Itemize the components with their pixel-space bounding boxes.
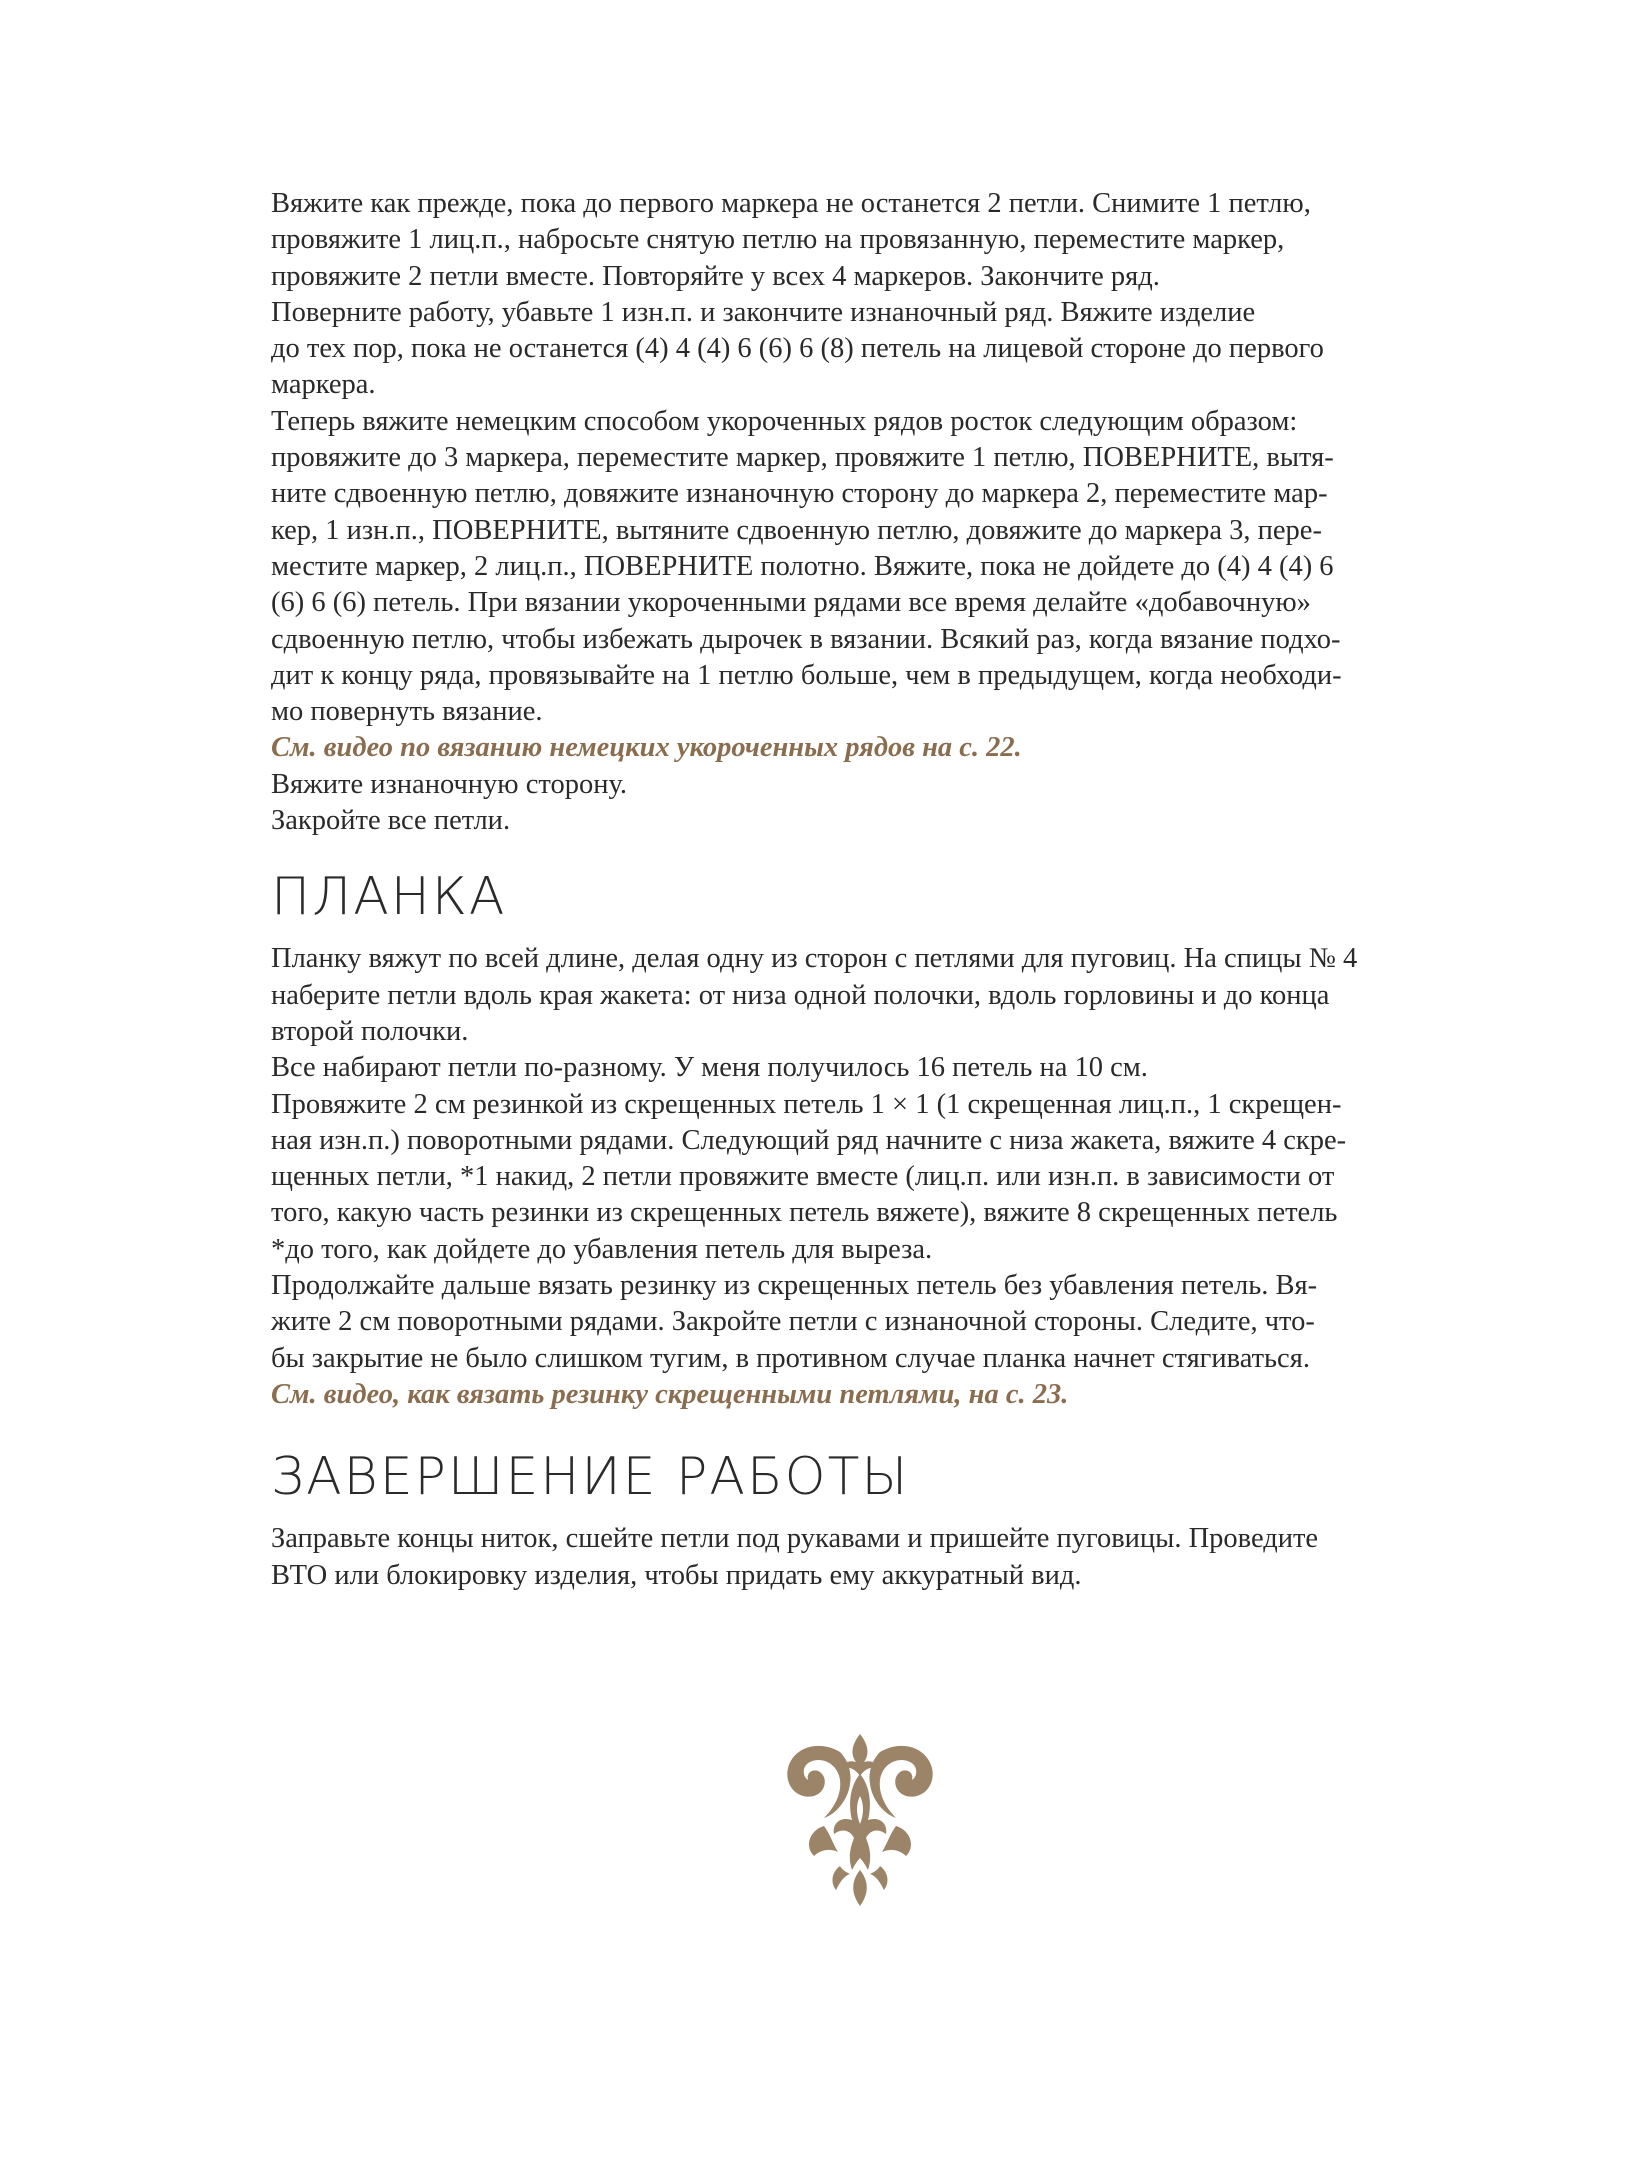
text-line: *до того, как дойдете до убавления петель для выреза.: [271, 1233, 933, 1265]
text-line: щенных петли, *1 накид, 2 петли провяжите вместе (лиц.п. или изн.п. в зависимости от: [271, 1161, 1335, 1193]
text-line: провяжите 1 лиц.п., набросьте снятую петлю на провязанную, переместите маркер,: [271, 224, 1285, 256]
video-reference-note: См. видео по вязанию немецких укороченных рядов на с. 22.: [271, 732, 1022, 764]
text-line: бы закрытие не было слишком тугим, в противном случае планка начнет стягиваться.: [271, 1342, 1310, 1374]
text-line: провяжите до 3 маркера, переместите маркер, провяжите 1 петлю, ПОВЕРНИТЕ, вытя-: [271, 442, 1334, 474]
text-line: наберите петли вдоль края жакета: от низа одной полочки, вдоль горловины и до конца: [271, 979, 1330, 1011]
text-line: Заправьте концы ниток, сшейте петли под рукавами и пришейте пуговицы. Проведите: [271, 1523, 1319, 1555]
text-line: местите маркер, 2 лиц.п., ПОВЕРНИТЕ полотно. Вяжите, пока не дойдете до (4) 4 (4) 6: [271, 550, 1334, 582]
text-line: до тех пор, пока не останется (4) 4 (4) 6 (6) 6 (8) петель на лицевой стороне до первого: [271, 333, 1324, 365]
text-line: Продолжайте дальше вязать резинку из скрещенных петель без убавления петель. Вя-: [271, 1270, 1318, 1302]
text-line: ная изн.п.) поворотными рядами. Следующий ряд начните с низа жакета, вяжите 4 скре-: [271, 1124, 1347, 1156]
section-gusset: [271, 186, 1446, 839]
text-line: Все набирают петли по-разному. У меня получилось 16 петель на 10 см.: [271, 1052, 1148, 1084]
text-line: (6) 6 (6) петель. При вязании укороченными рядами все время делайте «добавочную»: [271, 587, 1311, 619]
flourish-ornament-icon: [780, 1730, 940, 1910]
text-line: провяжите 2 петли вместе. Повторяйте у всех 4 маркеров. Закончите ряд.: [271, 260, 1160, 292]
text-line: кер, 1 изн.п., ПОВЕРНИТЕ, вытяните сдвоенную петлю, довяжите до маркера 3, пере-: [271, 514, 1322, 546]
text-line: Теперь вяжите немецким способом укороченных рядов росток следующим образом:: [271, 405, 1298, 437]
text-line: жите 2 см поворотными рядами. Закройте петли с изнаночной стороны. Следите, что-: [271, 1306, 1315, 1338]
text-line: Поверните работу, убавьте 1 изн.п. и закончите изнаночный ряд. Вяжите изделие: [271, 296, 1256, 328]
text-line: мо повернуть вязание.: [271, 696, 543, 728]
text-line: Вяжите как прежде, пока до первого маркера не останется 2 петли. Снимите 1 петлю,: [271, 188, 1311, 219]
video-reference-note: См. видео, как вязать резинку скрещенными петлями, на с. 23.: [271, 1378, 1069, 1410]
text-line: маркера.: [271, 369, 376, 401]
text-line: Вяжите изнаночную сторону.: [271, 768, 627, 800]
text-line: второй полочки.: [271, 1015, 469, 1047]
section-heading-finishing: ЗАВЕРШЕНИЕ РАБОТЫ: [271, 1447, 910, 1508]
text-line: Провяжите 2 см резинкой из скрещенных петель 1 × 1 (1 скрещенная лиц.п., 1 скрещен-: [271, 1088, 1342, 1120]
text-line: ВТО или блокировку изделия, чтобы придать ему аккуратный вид.: [271, 1559, 1082, 1591]
text-line: дит к концу ряда, провязывайте на 1 петлю больше, чем в предыдущем, когда необходи-: [271, 659, 1342, 691]
text-line: Закройте все петли.: [271, 805, 511, 837]
text-line: ните сдвоенную петлю, довяжите изнаночную сторону до маркера 2, переместите мар-: [271, 478, 1328, 510]
section-finishing: [271, 1521, 1446, 1594]
section-heading-planka: ПЛАНКА: [271, 867, 507, 928]
text-line: Планку вяжут по всей длине, делая одну из сторон с петлями для пуговиц. На спицы № 4: [271, 943, 1358, 975]
text-line: сдвоенную петлю, чтобы избежать дырочек в вязании. Всякий раз, когда вязание подхо-: [271, 623, 1341, 655]
text-line: того, какую часть резинки из скрещенных петель вяжете), вяжите 8 скрещенных петель: [271, 1197, 1338, 1229]
section-planka: [271, 941, 1446, 1413]
page-content: [271, 186, 1446, 1594]
